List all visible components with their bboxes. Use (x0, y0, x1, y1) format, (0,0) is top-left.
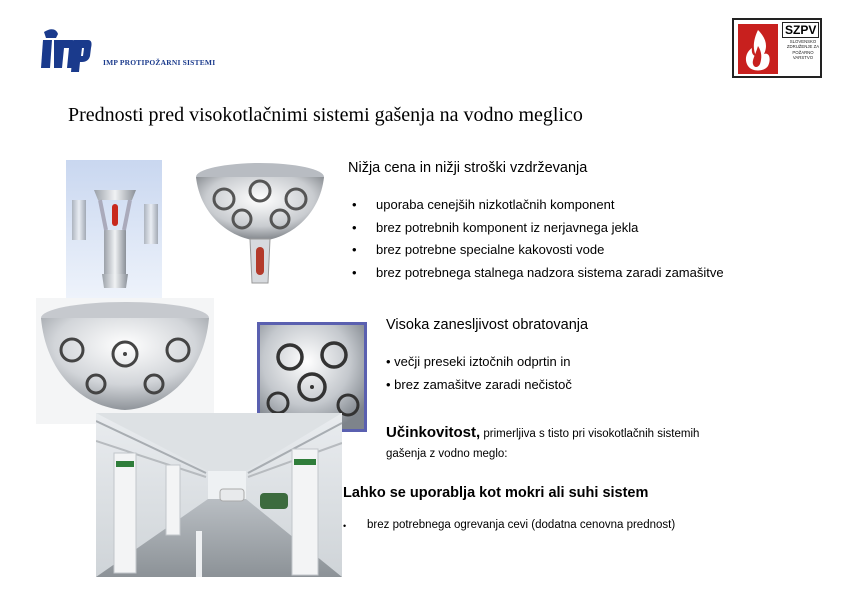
company-name: IMP PROTIPOŽARNI SISTEMI (103, 58, 216, 67)
section-3-heading: Učinkovitost, (386, 424, 481, 441)
parking-garage-photo (96, 413, 342, 577)
page-title: Prednosti pred visokotlačnimi sistemi gašenja na vodno meglico (68, 104, 583, 126)
bullet-icon: • (352, 264, 357, 280)
nozzle-ring-photo (36, 298, 214, 424)
list-item: • uporaba cenejših nizkotlačnih komponent (352, 194, 724, 217)
list-item: brez potrebnega ogrevanja cevi (dodatna cenovna prednost) (367, 519, 676, 531)
section-4-heading: Lahko se uporablja kot mokri ali suhi sistem (343, 485, 649, 501)
bullet-icon: • (343, 521, 347, 531)
bullet-icon: • (352, 197, 357, 212)
badge-full-name: SLOVENSKO ZDRUŽENJE ZA POŽARNO VARSTVO (786, 39, 820, 60)
list-item: • brez potrebnih komponent iz nerjavnega jekla (352, 217, 724, 240)
list-item: • brez potrebnega stalnega nadzora sistema zaradi zamašitve (352, 262, 724, 285)
list-item: • brez zamašitve zaradi nečistoč (386, 377, 572, 392)
section-3-line2: gašenja z vodno meglo: (386, 448, 508, 460)
flame-icon (738, 24, 778, 74)
section-2-heading: Visoka zanesljivost obratovanja (386, 317, 589, 333)
sprinkler-heads-photo (66, 160, 162, 298)
bullet-icon: • (352, 242, 357, 257)
imp-logo (40, 26, 92, 74)
section-1-heading: Nižja cena in nižji stroški vzdrževanja (348, 160, 588, 176)
section-1-bullets (352, 194, 724, 284)
szpv-badge (732, 18, 822, 78)
list-item: • večji preseki iztočnih odprtin in (386, 354, 571, 369)
section-3-text (386, 423, 786, 464)
section-4-bullets (343, 519, 675, 531)
section-2-bullets (386, 350, 572, 396)
badge-abbr: SZPV (782, 22, 819, 38)
sprinkler-head-closeup-photo (190, 155, 330, 300)
list-item: • brez potrebne specialne kakovosti vode (352, 239, 724, 262)
section-3-inline: primerljiva s tisto pri visokotlačnih sistemih (483, 428, 700, 440)
bullet-icon: • (352, 219, 357, 235)
